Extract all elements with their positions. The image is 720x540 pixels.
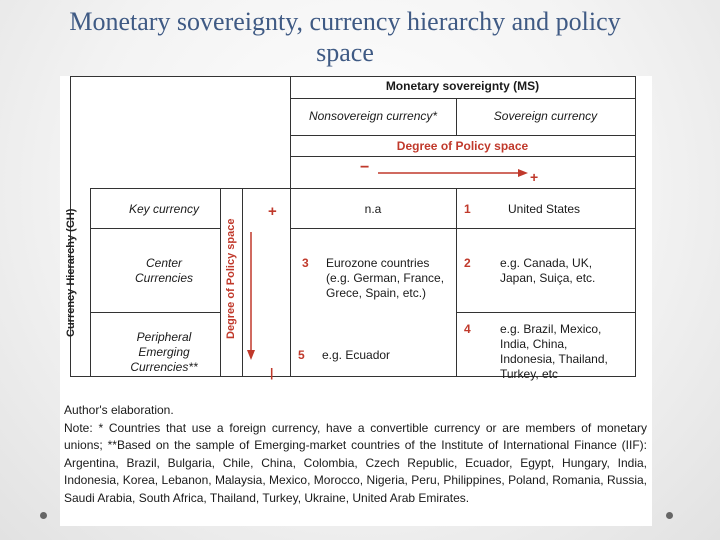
cell-number-4: 4 [464,322,471,336]
bullet-left-icon [40,512,47,519]
vertical-minus: | [270,366,274,380]
cell-united-states: United States [508,202,581,216]
arrow-right-icon [378,168,528,178]
policy-space-vertical-label: Degree of Policy space [225,218,237,339]
sovereign-label: Sovereign currency [493,109,598,123]
cell-na: n.a [364,202,382,216]
row-peripheral-currencies: Peripheral Emerging Currencies** [130,330,198,374]
plus-sign: + [530,169,539,185]
figure [60,76,652,526]
bullet-right-icon [666,512,673,519]
cell-number-5: 5 [298,348,305,362]
cell-number-2: 2 [464,256,471,270]
row-center-currencies: Center Currencies [134,256,194,285]
note-text: Note: * Countries that use a foreign currency, have a convertible currency or are members of monetary unions; **Based on the sample of Emerging-market countries of the Institute of International Finance (IIF): Argentina, Brazil, Bulgaria, Chile, China, Colombia, Czech Republic, Ecuador, Egypt, Hungary, India, Indonesia, Korea, Lebanon, Malaysia, Mexico, Morocco, Nigeria, Peru, Philippines, Poland, Romania, Russia, Saudi Arabia, South Africa, Thailand, Turkey, Ukraine, United Arab Emirates. [64,420,647,505]
nonsovereign-label: Nonsovereign currency* [308,109,438,123]
cell-brazil: e.g. Brazil, Mexico, India, China, Indonesia, Thailand, Turkey, etc [500,322,608,381]
cell-eurozone: Eurozone countries (e.g. German, France, Grece, Spain, etc.) [326,256,445,300]
source-line: Author's elaboration. [64,403,174,417]
cell-number-3: 3 [302,256,309,270]
minus-sign: − [360,159,370,176]
notes-block [64,402,647,507]
vertical-plus: + [268,203,277,220]
cell-number-1: 1 [464,202,471,216]
degree-header: Degree of Policy space [396,139,529,153]
cell-canada: e.g. Canada, UK, Japan, Suiça, etc. [500,256,596,285]
cell-ecuador: e.g. Ecuador [322,348,391,362]
slide-title: Monetary sovereignty, currency hierarchy and policy space [69,7,621,67]
ms-header: Monetary sovereignty (MS) [385,79,540,93]
row-key-currency: Key currency [128,202,200,216]
arrow-down-icon [246,232,256,362]
currency-hierarchy-label: Currency Hierarchy (CH) [65,208,77,337]
